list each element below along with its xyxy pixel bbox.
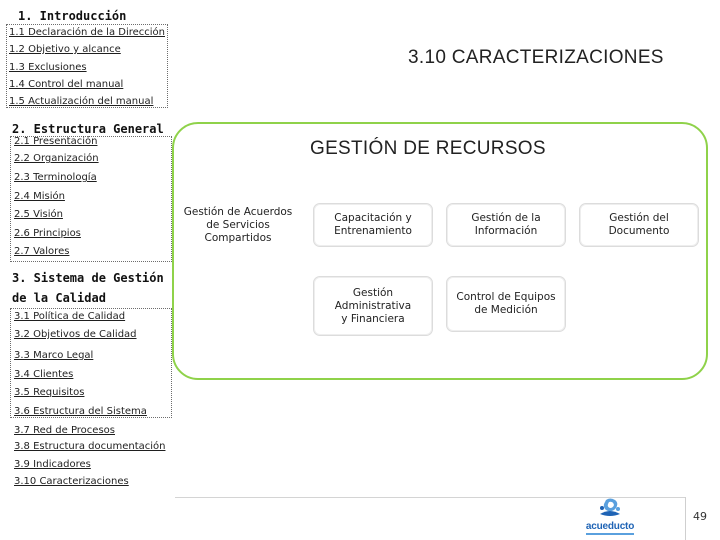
card-information-label: Gestión de la Información <box>471 212 541 237</box>
nav-link-3-9[interactable]: 3.9 Indicadores <box>14 459 91 470</box>
nav-link-2-4[interactable]: 2.4 Misión <box>14 191 65 202</box>
nav-link-2-3[interactable]: 2.3 Terminología <box>14 172 97 183</box>
nav-link-3-5[interactable]: 3.5 Requisitos <box>14 387 85 398</box>
water-drop-icon <box>580 496 640 522</box>
nav-link-3-2[interactable]: 3.2 Objetivos de Calidad <box>14 329 137 340</box>
nav-link-1-4[interactable]: 1.4 Control del manual <box>9 79 124 90</box>
logo-wordmark: acueducto <box>585 521 635 532</box>
card-admin-finance-label: Gestión Administrativa y Financiera <box>334 286 412 325</box>
nav-link-3-3[interactable]: 3.3 Marco Legal <box>14 350 94 361</box>
card-admin-finance[interactable] <box>313 276 433 336</box>
nav-link-3-1[interactable]: 3.1 Política de Calidad <box>14 311 126 322</box>
section-3-box <box>10 308 172 418</box>
card-training-label: Capacitación y Entrenamiento <box>334 212 412 237</box>
acueducto-logo <box>580 496 640 536</box>
card-document-label: Gestión del Documento <box>608 212 670 237</box>
nav-link-2-6[interactable]: 2.6 Principios <box>14 228 81 239</box>
card-shared-services[interactable] <box>178 202 298 248</box>
resources-panel <box>172 122 708 380</box>
card-information[interactable] <box>446 203 566 247</box>
section-3-title-line2: de la Calidad <box>12 291 106 305</box>
nav-link-2-1[interactable]: 2.1 Presentación <box>14 136 98 147</box>
nav-link-2-2[interactable]: 2.2 Organización <box>14 153 99 164</box>
nav-link-1-3[interactable]: 1.3 Exclusiones <box>9 62 87 73</box>
nav-link-2-5[interactable]: 2.5 Visión <box>14 209 63 220</box>
section-1-title: 1. Introducción <box>18 9 127 23</box>
section-3-title-line1: 3. Sistema de Gestión <box>12 271 164 285</box>
page-number: 49 <box>693 510 707 523</box>
card-training[interactable] <box>313 203 433 247</box>
section-2-title: 2. Estructura General <box>12 122 164 136</box>
nav-link-2-7[interactable]: 2.7 Valores <box>14 246 70 257</box>
card-equipment-label: Control de Equipos de Medición <box>456 291 556 316</box>
nav-link-3-4[interactable]: 3.4 Clientes <box>14 369 74 380</box>
panel-title: GESTIÓN DE RECURSOS <box>310 138 546 159</box>
nav-link-1-2[interactable]: 1.2 Objetivo y alcance <box>9 44 121 55</box>
nav-link-1-5[interactable]: 1.5 Actualización del manual <box>9 96 154 107</box>
nav-link-3-7[interactable]: 3.7 Red de Procesos <box>14 425 115 436</box>
nav-link-3-6[interactable]: 3.6 Estructura del Sistema <box>14 406 147 417</box>
card-equipment[interactable] <box>446 276 566 332</box>
card-document[interactable] <box>579 203 699 247</box>
nav-link-3-10[interactable]: 3.10 Caracterizaciones <box>14 476 129 487</box>
page-title: 3.10 CARACTERIZACIONES <box>408 47 664 68</box>
card-shared-services-label: Gestión de Acuerdos de Servicios Compartidos <box>183 205 293 244</box>
logo-underline <box>586 533 634 535</box>
nav-link-3-8[interactable]: 3.8 Estructura documentación <box>14 441 166 452</box>
nav-link-1-1[interactable]: 1.1 Declaración de la Dirección <box>9 27 166 38</box>
